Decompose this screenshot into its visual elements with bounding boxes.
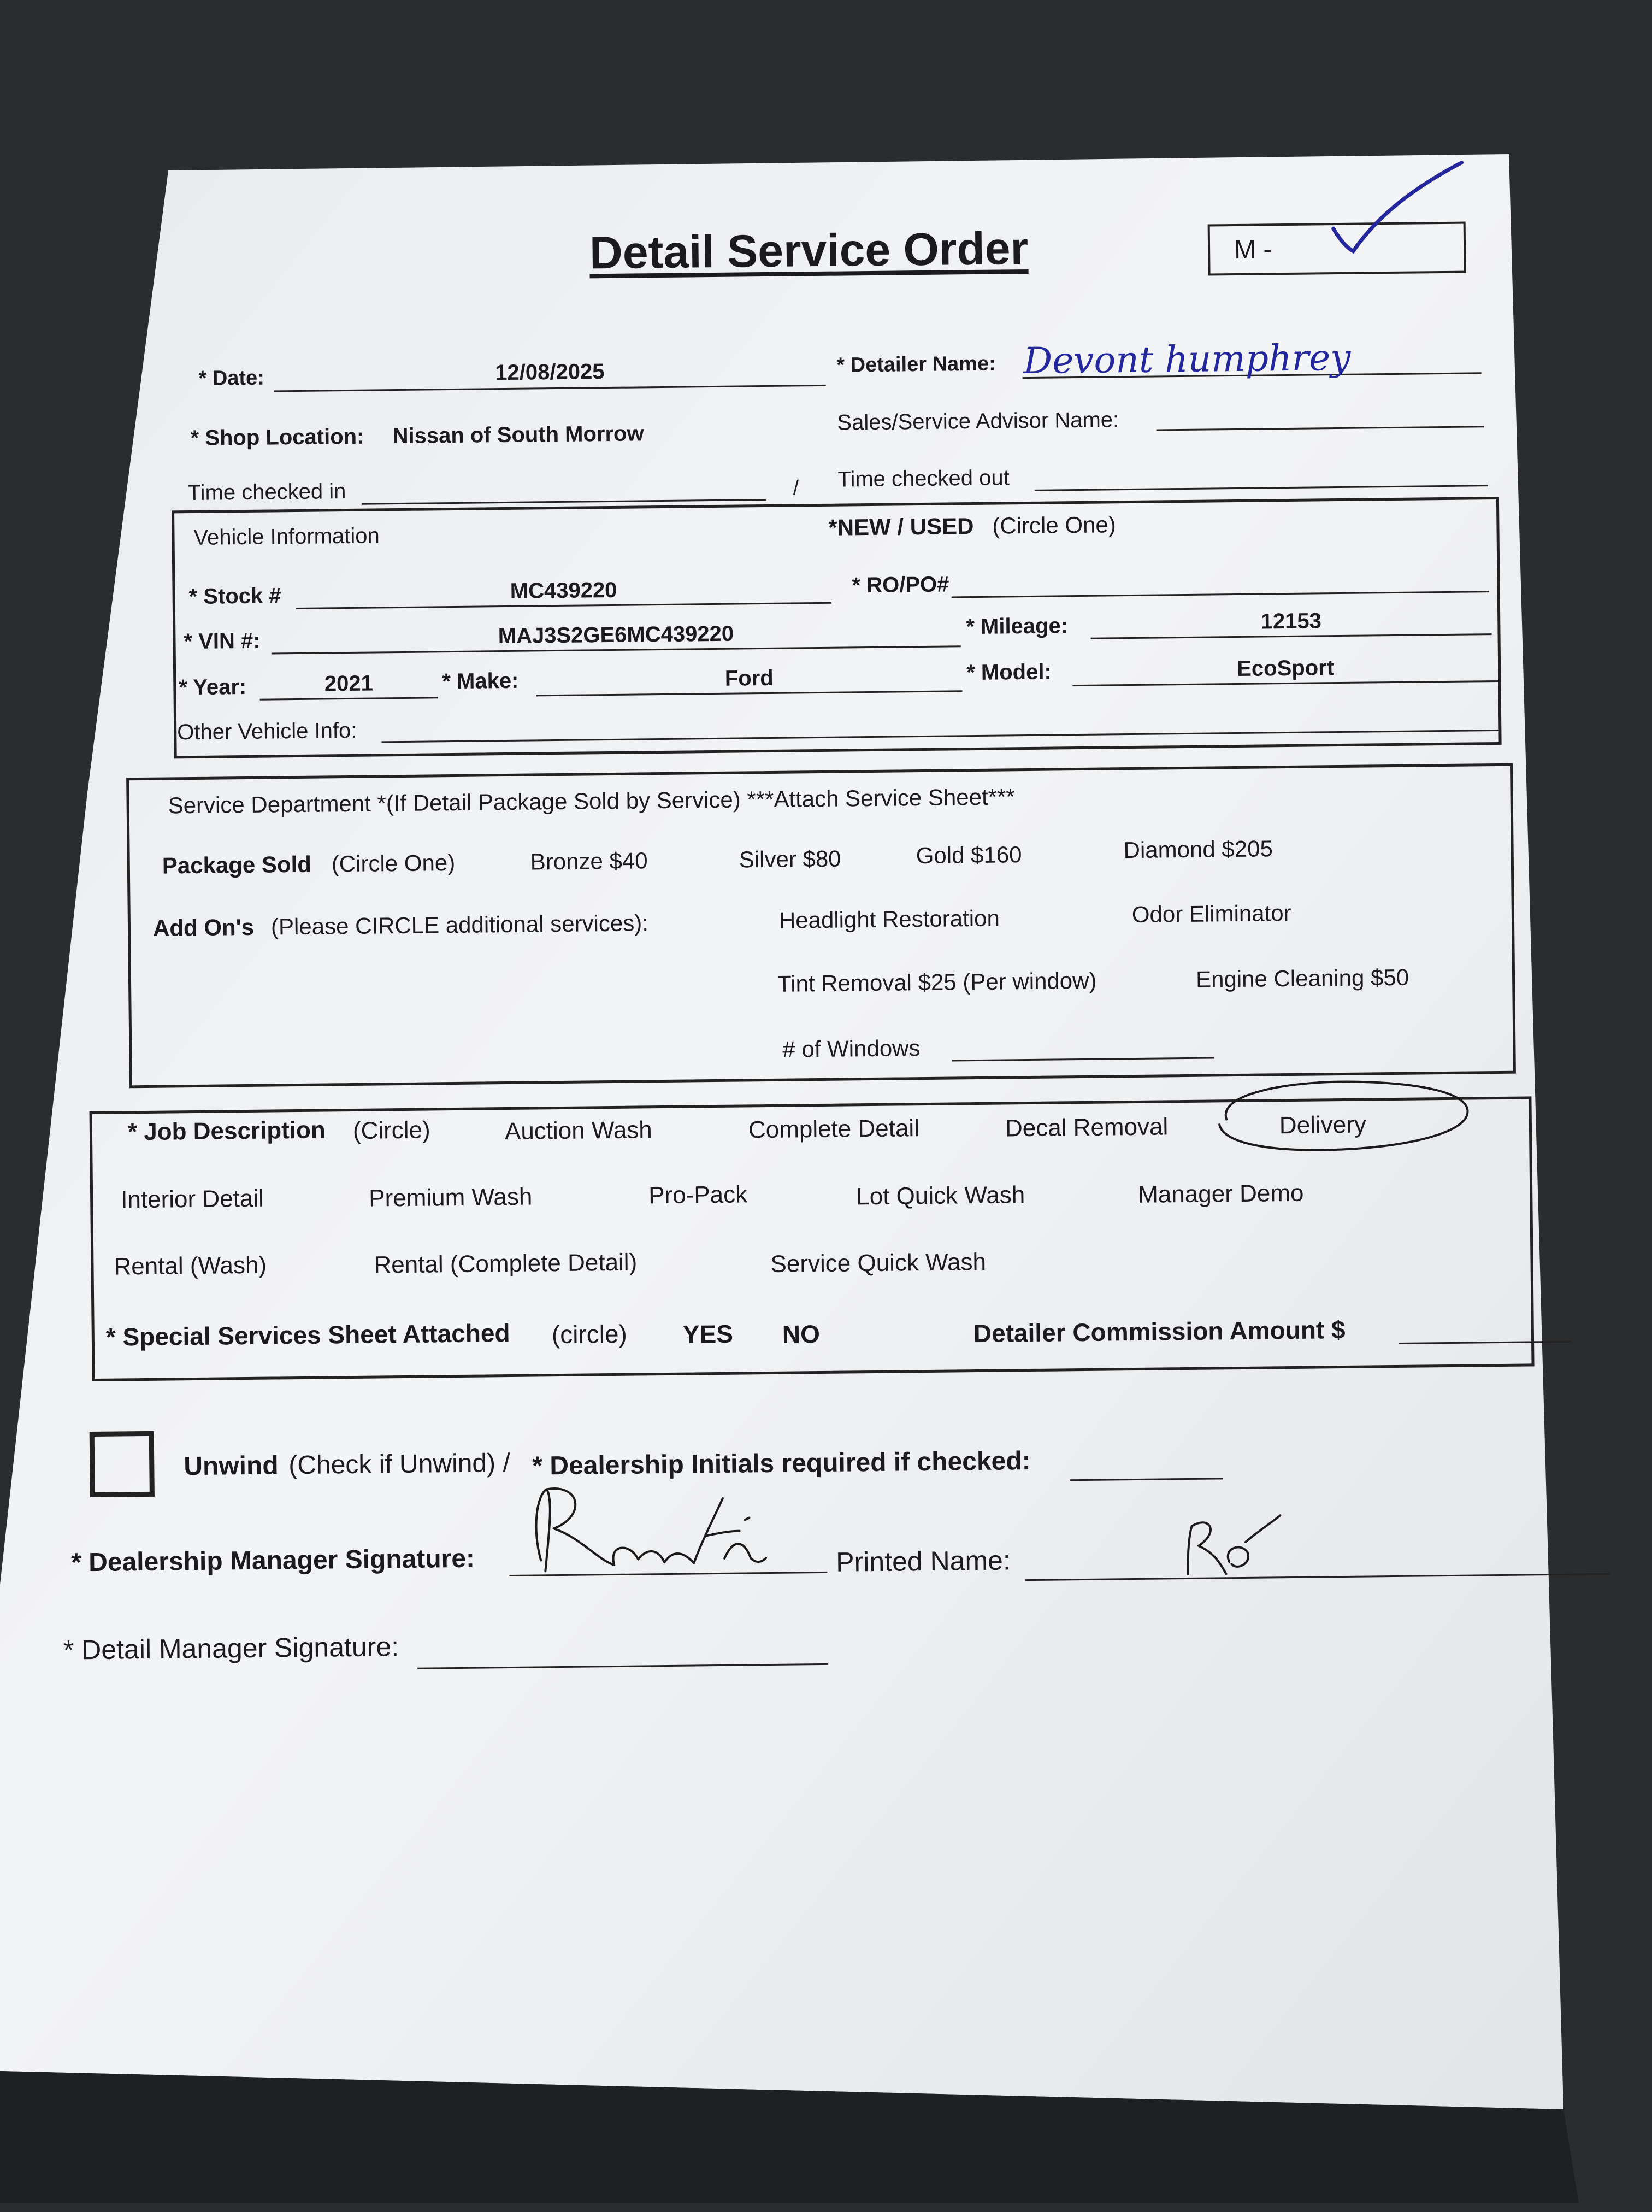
make-label: * Make: — [442, 668, 519, 694]
addon-engine-cleaning[interactable]: Engine Cleaning $50 — [1195, 964, 1409, 992]
add-ons-label: Add On's — [152, 914, 255, 941]
new-used-label[interactable]: *NEW / USED — [828, 513, 974, 540]
shop-location-label: * Shop Location: — [190, 424, 364, 451]
dealership-manager-signature-label: * Dealership Manager Signature: — [70, 1544, 475, 1578]
addon-tint-removal[interactable]: Tint Removal $25 (Per window) — [777, 967, 1097, 997]
printed-name-label: Printed Name: — [835, 1545, 1011, 1578]
job-auction-wash[interactable]: Auction Wash — [504, 1116, 653, 1145]
shop-location-value: Nissan of South Morrow — [392, 421, 644, 449]
commission-amount-label: Detailer Commission Amount $ — [973, 1315, 1346, 1348]
advisor-name-line[interactable] — [1157, 426, 1484, 431]
unwind-checkbox[interactable] — [90, 1431, 155, 1497]
job-description-label: * Job Description — [127, 1116, 326, 1146]
package-gold[interactable]: Gold $160 — [916, 842, 1022, 869]
dealership-initials-line[interactable] — [1070, 1478, 1223, 1481]
vin-label: * VIN #: — [184, 628, 261, 654]
time-out-line[interactable] — [1035, 485, 1488, 491]
form-title: Detail Service Order — [589, 222, 1029, 279]
printed-name-line[interactable] — [1025, 1573, 1610, 1581]
special-services-no[interactable]: NO — [782, 1320, 821, 1349]
time-in-line[interactable] — [362, 499, 766, 505]
time-out-label: Time checked out — [837, 466, 1010, 492]
year-value: 2021 — [324, 671, 374, 696]
job-description-hint: (Circle) — [352, 1116, 430, 1144]
package-sold-hint: (Circle One) — [331, 849, 456, 877]
advisor-name-label: Sales/Service Advisor Name: — [837, 408, 1119, 435]
job-decal-removal[interactable]: Decal Removal — [1005, 1113, 1169, 1142]
addon-odor-eliminator[interactable]: Odor Eliminator — [1131, 899, 1291, 928]
package-sold-label: Package Sold — [162, 851, 312, 879]
time-slash: / — [793, 476, 799, 500]
dealership-initials-label: * Dealership Initials required if checked: — [532, 1446, 1031, 1481]
time-in-label: Time checked in — [187, 479, 346, 505]
mileage-value: 12153 — [1260, 609, 1322, 634]
package-silver[interactable]: Silver $80 — [739, 845, 841, 873]
job-premium-wash[interactable]: Premium Wash — [368, 1183, 533, 1212]
addon-headlight-restoration[interactable]: Headlight Restoration — [778, 905, 1000, 933]
other-vehicle-info-label: Other Vehicle Info: — [177, 718, 357, 745]
job-rental-wash[interactable]: Rental (Wash) — [114, 1251, 267, 1280]
job-complete-detail[interactable]: Complete Detail — [748, 1115, 920, 1144]
date-label: * Date: — [198, 366, 265, 390]
job-manager-demo[interactable]: Manager Demo — [1137, 1179, 1304, 1208]
add-ons-hint: (Please CIRCLE additional services): — [270, 910, 649, 940]
date-value: 12/08/2025 — [495, 360, 605, 385]
vin-value: MAJ3S2GE6MC439220 — [498, 621, 734, 649]
model-value: EcoSport — [1237, 656, 1335, 681]
m-number-label: M - — [1234, 235, 1272, 264]
stock-label: * Stock # — [188, 584, 281, 609]
mileage-label: * Mileage: — [966, 614, 1069, 639]
dealership-manager-signature — [521, 1476, 784, 1588]
windows-count-label: # of Windows — [782, 1035, 921, 1062]
stock-value: MC439220 — [510, 578, 617, 603]
special-services-hint: (circle) — [551, 1319, 628, 1349]
new-used-hint: (Circle One) — [992, 511, 1116, 539]
detail-manager-signature-label: * Detail Manager Signature: — [63, 1631, 399, 1666]
job-interior-detail[interactable]: Interior Detail — [120, 1185, 264, 1214]
job-lot-quick-wash[interactable]: Lot Quick Wash — [856, 1181, 1025, 1210]
make-value: Ford — [724, 666, 774, 691]
service-department-header: Service Department *(If Detail Package Sold by Service) ***Attach Service Sheet*** — [168, 784, 1015, 819]
job-service-quick-wash[interactable]: Service Quick Wash — [770, 1248, 987, 1278]
delivery-circle-mark — [1194, 1068, 1479, 1169]
printed-name-initials — [1176, 1509, 1286, 1581]
detailer-name-handwritten: Devont humphrey — [1023, 336, 1351, 383]
job-rental-complete-detail[interactable]: Rental (Complete Detail) — [374, 1249, 638, 1279]
detail-manager-signature-line[interactable] — [417, 1663, 828, 1669]
year-label: * Year: — [179, 674, 247, 700]
checkmark-icon — [1326, 157, 1469, 268]
ro-po-label: * RO/PO# — [852, 572, 949, 598]
model-label: * Model: — [966, 660, 1052, 685]
job-delivery[interactable]: Delivery — [1279, 1111, 1367, 1139]
package-diamond[interactable]: Diamond $205 — [1123, 836, 1273, 863]
vehicle-info-label: Vehicle Information — [193, 523, 380, 550]
special-services-label: * Special Services Sheet Attached — [105, 1318, 510, 1351]
unwind-label: Unwind — [184, 1451, 279, 1481]
package-bronze[interactable]: Bronze $40 — [530, 848, 648, 875]
job-pro-pack[interactable]: Pro-Pack — [648, 1181, 748, 1209]
special-services-yes[interactable]: YES — [682, 1319, 734, 1349]
unwind-hint: (Check if Unwind) / — [288, 1448, 511, 1480]
detailer-name-label: * Detailer Name: — [836, 352, 996, 377]
